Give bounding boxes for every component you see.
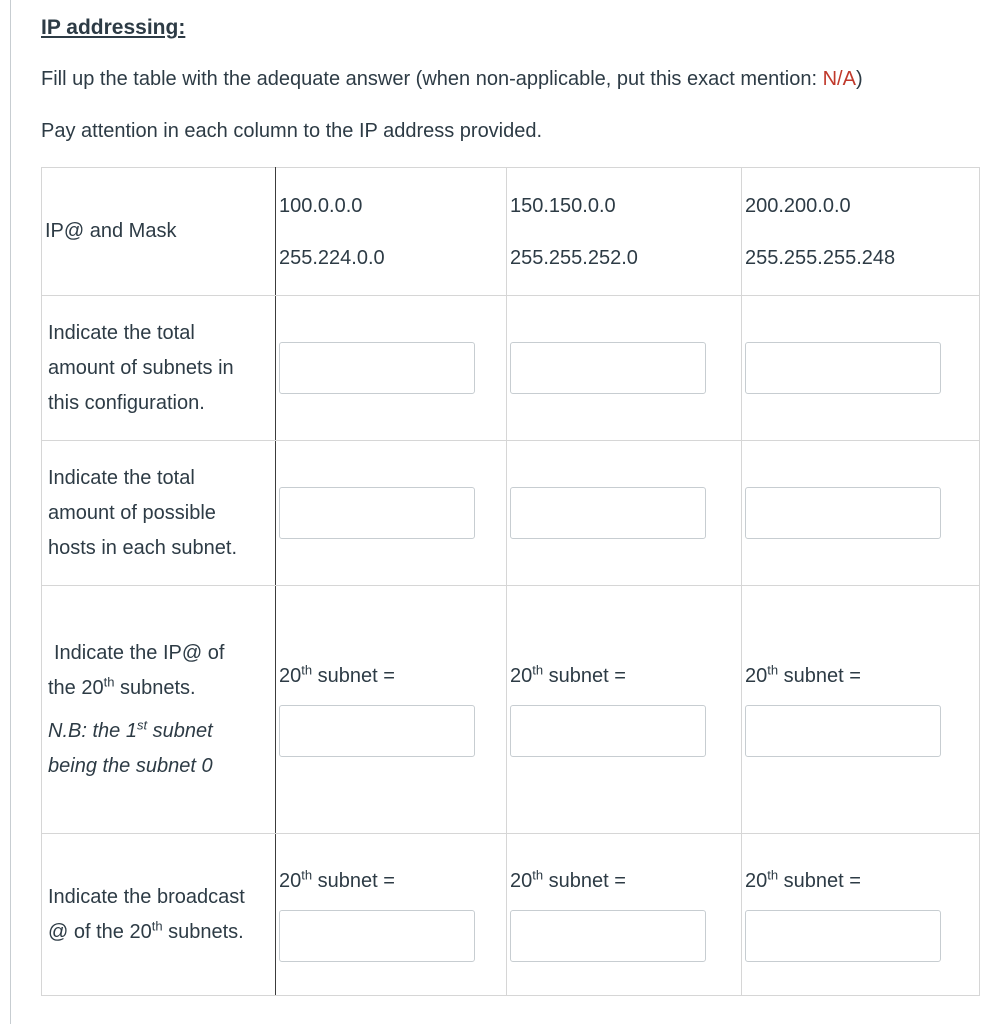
subnet-label	[742, 868, 979, 894]
cell-hosts-col3	[742, 441, 980, 586]
row-label-ip-mask: IP@ and Mask	[42, 168, 276, 296]
subnet-num: 20	[510, 869, 533, 892]
subnet-sup: th	[767, 866, 779, 882]
subnet-num: 20	[745, 664, 768, 687]
label-superscript: th	[151, 917, 163, 933]
row-label-line: Indicate the total	[48, 321, 195, 344]
answer-input-subnets-col1[interactable]	[279, 342, 475, 394]
row-label-line: amount of subnets in	[48, 356, 234, 379]
answer-input-subnets-col3[interactable]	[745, 342, 941, 394]
ip-address-col3: 200.200.0.0	[745, 194, 851, 217]
cell-ip-mask-col2	[507, 168, 742, 296]
spacer	[45, 706, 275, 714]
subnet-label	[507, 663, 741, 689]
subnet-num: 20	[510, 664, 533, 687]
row-total-hosts	[42, 441, 980, 586]
nb-text: N.B: the 1	[48, 719, 137, 742]
spacer	[276, 894, 506, 910]
row-ip-mask	[42, 168, 980, 296]
label-text: the 20	[48, 676, 104, 699]
cell-subnets-col1	[276, 296, 507, 441]
subnet-text: subnet =	[778, 664, 861, 687]
cell-ip20-col1	[276, 586, 507, 834]
left-border-rule	[10, 0, 11, 1024]
subnet-label	[276, 663, 506, 689]
nb-note-line	[45, 714, 275, 749]
subnet-num: 20	[279, 869, 302, 892]
answer-input-ip20-col1[interactable]	[279, 705, 475, 757]
subnet-text: subnet =	[778, 869, 861, 892]
row-label-line	[45, 671, 275, 706]
attention-text: Pay attention in each column to the IP address provided.	[41, 120, 543, 142]
answer-input-hosts-col2[interactable]	[510, 487, 706, 539]
row-label-line: amount of possible	[48, 501, 216, 524]
row-label-total-hosts	[42, 441, 276, 586]
question-title: IP addressing:	[41, 16, 186, 39]
cell-ip20-col2	[507, 586, 742, 834]
subnet-text: subnet =	[312, 664, 395, 687]
instruction-text	[41, 68, 863, 91]
answer-input-broadcast-col1[interactable]	[279, 910, 475, 962]
cell-ip-mask-col1	[276, 168, 507, 296]
spacer	[276, 689, 506, 705]
cell-hosts-col1	[276, 441, 507, 586]
spacer	[507, 894, 741, 910]
row-label-line: Indicate the broadcast	[48, 885, 245, 908]
row-broadcast-20th-subnet	[42, 834, 980, 996]
row-label-line: Indicate the IP@ of	[54, 641, 225, 664]
answer-input-hosts-col1[interactable]	[279, 487, 475, 539]
subnet-sup: th	[767, 661, 779, 677]
instruction-close: )	[855, 68, 863, 90]
instruction-main: Fill up the table with the adequate answer (when non-applicable, put this exact mention:	[41, 68, 823, 90]
cell-ip-mask-col3	[742, 168, 980, 296]
answer-input-hosts-col3[interactable]	[745, 487, 941, 539]
subnet-text: subnet =	[543, 869, 626, 892]
subnet-sup: th	[301, 661, 313, 677]
answer-input-broadcast-col2[interactable]	[510, 910, 706, 962]
answer-input-ip20-col2[interactable]	[510, 705, 706, 757]
cell-broadcast-col3	[742, 834, 980, 996]
nb-note-line: being the subnet 0	[48, 754, 213, 777]
label-text: subnets.	[162, 920, 244, 943]
label-text: @ of the 20	[48, 920, 152, 943]
answer-table	[41, 167, 980, 996]
cell-subnets-col3	[742, 296, 980, 441]
cell-hosts-col2	[507, 441, 742, 586]
label-superscript: th	[103, 673, 115, 689]
subnet-text: subnet =	[312, 869, 395, 892]
na-mention: N/A	[822, 68, 856, 90]
row-total-subnets	[42, 296, 980, 441]
ip-address-col1: 100.0.0.0	[279, 194, 363, 217]
row-label-line	[45, 915, 275, 950]
nb-text: subnet	[147, 719, 213, 742]
label-text: subnets.	[114, 676, 196, 699]
mask-col3: 255.255.255.248	[745, 246, 896, 269]
mask-col2: 255.255.252.0	[510, 246, 638, 269]
subnet-num: 20	[279, 664, 302, 687]
subnet-text: subnet =	[543, 664, 626, 687]
nb-superscript: st	[136, 716, 148, 732]
subnet-sup: th	[532, 866, 544, 882]
subnet-label	[276, 868, 506, 894]
row-label-broadcast	[42, 834, 276, 996]
cell-subnets-col2	[507, 296, 742, 441]
row-label-line: this configuration.	[48, 391, 205, 414]
answer-input-broadcast-col3[interactable]	[745, 910, 941, 962]
subnet-label	[507, 868, 741, 894]
subnet-num: 20	[745, 869, 768, 892]
row-label-line: hosts in each subnet.	[48, 536, 238, 559]
mask-col1: 255.224.0.0	[279, 246, 385, 269]
subnet-sup: th	[532, 661, 544, 677]
cell-broadcast-col1	[276, 834, 507, 996]
row-label-ip-20th	[42, 586, 276, 834]
spacer	[742, 689, 979, 705]
ip-address-col2: 150.150.0.0	[510, 194, 616, 217]
spacer	[507, 689, 741, 705]
cell-ip20-col3	[742, 586, 980, 834]
row-label-line: Indicate the total	[48, 466, 195, 489]
subnet-sup: th	[301, 866, 313, 882]
row-label-total-subnets	[42, 296, 276, 441]
cell-broadcast-col2	[507, 834, 742, 996]
answer-input-subnets-col2[interactable]	[510, 342, 706, 394]
answer-input-ip20-col3[interactable]	[745, 705, 941, 757]
row-ip-20th-subnet	[42, 586, 980, 834]
subnet-label	[742, 663, 979, 689]
spacer	[742, 894, 979, 910]
